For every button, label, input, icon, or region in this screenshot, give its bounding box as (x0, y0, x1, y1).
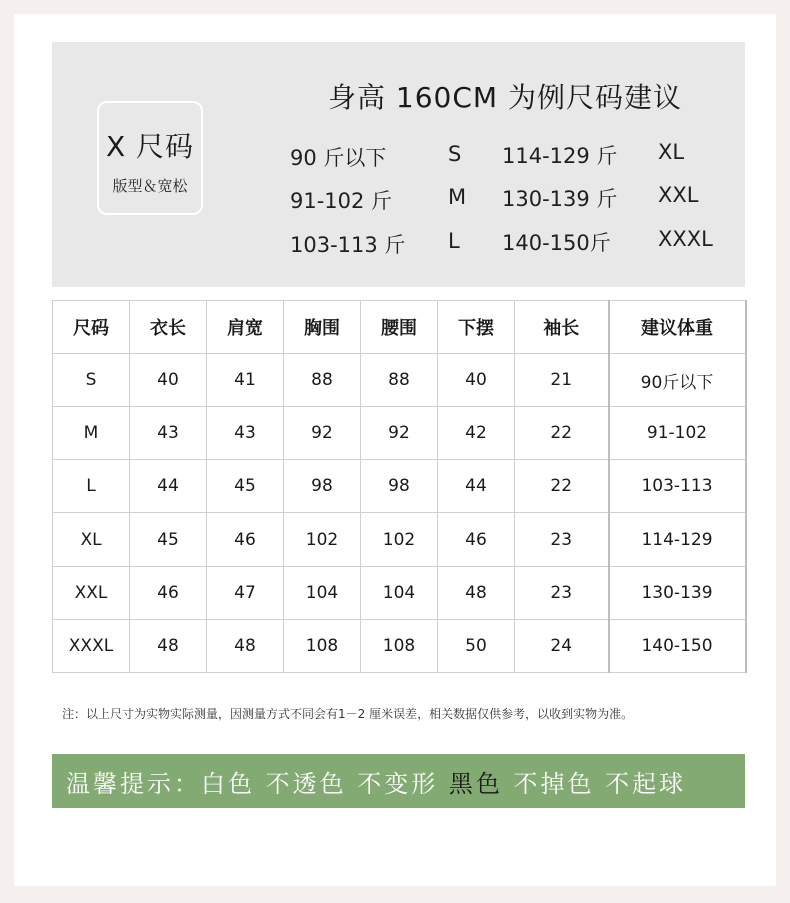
table-cell: 24 (515, 619, 609, 672)
table-cell: 23 (515, 513, 609, 566)
table-cell: 48 (207, 619, 284, 672)
rec-weight: 103-113 斤 (290, 233, 406, 257)
table-cell: 40 (438, 354, 515, 407)
fit-label: 版型＆宽松 (112, 177, 188, 195)
table-cell: 98 (361, 460, 438, 513)
rec-size: S (448, 142, 462, 166)
table-cell: 90斤以下 (609, 354, 746, 407)
table-cell: 50 (438, 619, 515, 672)
table-cell: 22 (515, 407, 609, 460)
table-cell: 44 (438, 460, 515, 513)
table-cell: 48 (438, 566, 515, 619)
table-cell: 88 (284, 354, 361, 407)
table-cell: 130-139 (609, 566, 746, 619)
table-header-cell: 建议体重 (609, 301, 746, 354)
table-cell: 40 (130, 354, 207, 407)
table-cell: 43 (130, 407, 207, 460)
rec-size: M (448, 185, 467, 209)
table-row (53, 513, 746, 566)
header-title: 身高 160CM 为例尺码建议 (328, 81, 682, 114)
table-cell: XXXL (53, 619, 130, 672)
rec-weight: 90 斤以下 (290, 146, 387, 170)
table-header-cell: 袖长 (515, 301, 609, 354)
table-row (53, 460, 746, 513)
table-cell: 91-102 (609, 407, 746, 460)
table-cell: 104 (284, 566, 361, 619)
size-table (52, 300, 747, 673)
rec-weight: 130-139 斤 (502, 187, 618, 211)
rec-size: XXXL (658, 227, 713, 251)
table-cell: 48 (130, 619, 207, 672)
tip-prefix: 温馨提示：白色 不透色 不变形 (66, 770, 439, 798)
table-cell: M (53, 407, 130, 460)
table-row (53, 619, 746, 672)
table-cell: 21 (515, 354, 609, 407)
table-cell: 108 (361, 619, 438, 672)
measurement-note: 注：以上尺寸为实物实际测量，因测量方式不同会有1－2 厘米误差，相关数据仅供参考，以收到实物为准。 (62, 707, 634, 721)
table-cell: 46 (130, 566, 207, 619)
table-header-cell: 腰围 (361, 301, 438, 354)
table-cell: 42 (438, 407, 515, 460)
table-cell: 88 (361, 354, 438, 407)
table-cell: 45 (130, 513, 207, 566)
table-cell: 45 (207, 460, 284, 513)
table-cell: 46 (438, 513, 515, 566)
tip-bar (52, 754, 745, 808)
table-cell: XXL (53, 566, 130, 619)
table-row (53, 566, 746, 619)
table-cell: 47 (207, 566, 284, 619)
table-cell: 140-150 (609, 619, 746, 672)
table-header-cell: 胸围 (284, 301, 361, 354)
tip-suffix: 不掉色 不起球 (513, 770, 687, 798)
tip-text (66, 764, 686, 799)
table-cell: 98 (284, 460, 361, 513)
table-cell: 108 (284, 619, 361, 672)
table-header-cell: 肩宽 (207, 301, 284, 354)
table-cell: 102 (284, 513, 361, 566)
rec-size: L (448, 229, 460, 253)
table-cell: 102 (361, 513, 438, 566)
table-cell: 104 (361, 566, 438, 619)
table-cell: 92 (361, 407, 438, 460)
table-cell: 41 (207, 354, 284, 407)
table-cell: 46 (207, 513, 284, 566)
table-cell: 114-129 (609, 513, 746, 566)
table-cell: S (53, 354, 130, 407)
table-cell: L (53, 460, 130, 513)
table-cell: XL (53, 513, 130, 566)
size-card-title: X 尺码 (105, 130, 195, 163)
table-cell: 43 (207, 407, 284, 460)
rec-size: XL (658, 140, 685, 164)
rec-weight: 91-102 斤 (290, 189, 393, 213)
table-cell: 92 (284, 407, 361, 460)
table-header-cell: 衣长 (130, 301, 207, 354)
table-header-cell: 尺码 (53, 301, 130, 354)
table-header-cell: 下摆 (438, 301, 515, 354)
rec-weight: 114-129 斤 (502, 144, 618, 168)
table-row (53, 354, 746, 407)
size-recommendation-header (52, 42, 745, 287)
rec-weight: 140-150斤 (502, 231, 611, 255)
table-cell: 22 (515, 460, 609, 513)
rec-size: XXL (658, 183, 699, 207)
size-card (97, 101, 203, 215)
table-header-row (53, 301, 746, 354)
tip-dark: 黑色 (448, 770, 503, 798)
table-cell: 23 (515, 566, 609, 619)
table-row (53, 407, 746, 460)
table-cell: 44 (130, 460, 207, 513)
table-cell: 103-113 (609, 460, 746, 513)
